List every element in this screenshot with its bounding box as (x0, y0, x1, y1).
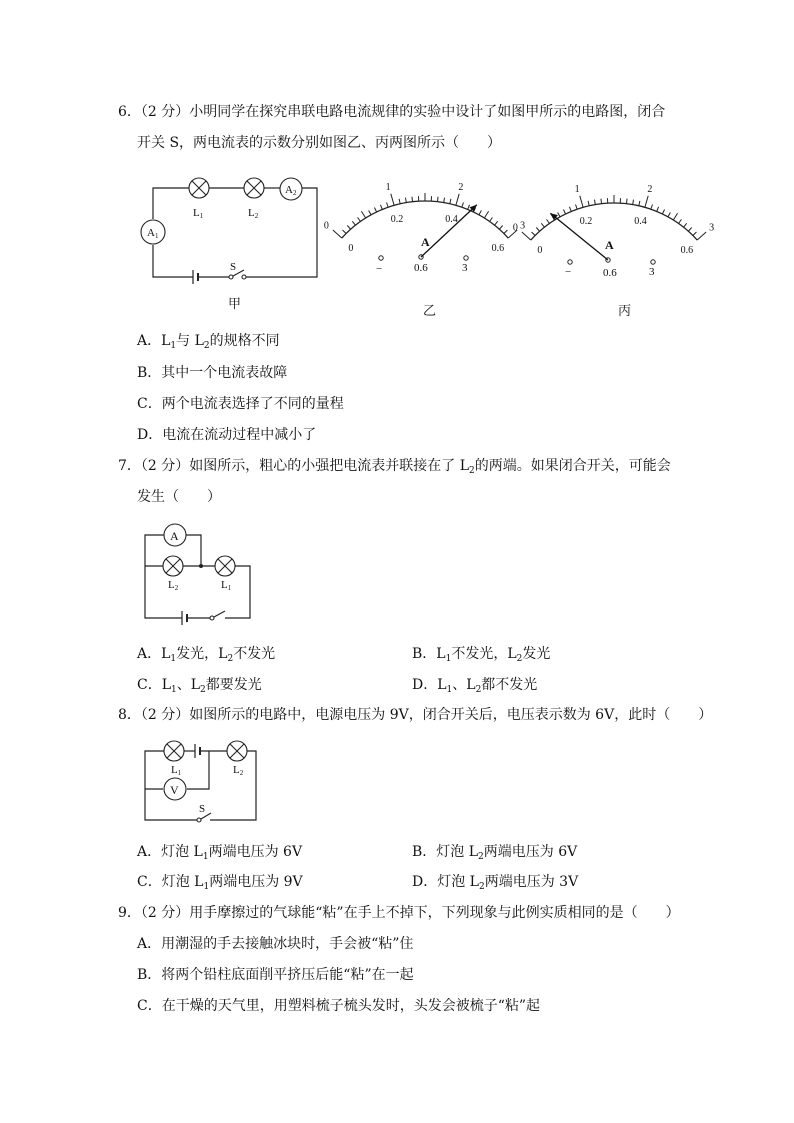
lamp-l1-icon (189, 178, 209, 198)
dial-yi-terminals (376, 255, 468, 275)
a1-label: A (147, 227, 155, 239)
caption-yi: 乙 (423, 303, 437, 318)
dial-inner-label: 0 (348, 242, 354, 254)
junction-dot (199, 564, 203, 568)
q7-option-d[interactable]: D．$L_1$、$L_2$都不发光 (412, 677, 538, 695)
terminal-minus: − (565, 266, 572, 278)
l1-label: L1 (171, 764, 182, 777)
voltmeter-icon (164, 778, 186, 800)
dial-outer-label: 2 (647, 184, 653, 196)
dial-tick (468, 205, 470, 210)
dial-tick (668, 212, 670, 216)
q8-stem: 8．（2 分）如图所示的电路中，电源电压为 9V，闭合开关后，电压表示数为 6V，此时（ ） (118, 707, 713, 723)
q8-option-a[interactable]: A．灯泡 $L_1$两端电压为 6V (137, 844, 303, 862)
dial-outer-label: 1 (385, 182, 391, 194)
caption-bing: 丙 (618, 303, 632, 318)
lamp-l2-icon (163, 556, 183, 576)
q7-stem-line2: 发生（ ） (137, 489, 221, 505)
dial-arc (342, 201, 508, 238)
dial-tick (645, 196, 648, 208)
q7-option-c[interactable]: C．$L_1$、$L_2$都要发光 (137, 677, 262, 695)
dial-tick (576, 205, 578, 210)
q8-option-b[interactable]: B．灯泡 $L_2$两端电压为 6V (412, 844, 578, 862)
q8-option-d[interactable]: D．灯泡 $L_2$两端电压为 3V (412, 874, 579, 892)
battery-icon (195, 744, 200, 758)
dial-inner-label: 0.6 (680, 244, 694, 256)
dial-yi (323, 165, 526, 325)
dial-tick (651, 205, 653, 210)
ammeter-a1-icon (141, 220, 165, 244)
q6-option-a[interactable]: A．$L_1$与 $L_2$的规格不同 (137, 333, 280, 351)
lamp-l2-icon (227, 741, 247, 761)
dial-tick (412, 197, 413, 202)
q6-stem-line1: 6．（2 分）小明同学在探究串联电路电流规律的实验中设计了如图甲所示的电路图，闭合 (118, 104, 666, 120)
dial-outer-label: 0 (323, 220, 329, 232)
l2-label: L2 (233, 764, 244, 777)
lamp-l1-icon (164, 741, 184, 761)
dial-inner-label: 0 (537, 244, 543, 256)
q7-option-b[interactable]: B．$L_1$不发光，$L_2$发光 (412, 646, 551, 664)
dial-tick (380, 205, 382, 210)
a2-label: A (285, 184, 293, 196)
dial-outer-label: 0 (512, 222, 518, 234)
a2-label-sub: 2 (292, 189, 297, 197)
dial-arc (531, 203, 697, 240)
lamp-l1-icon (215, 556, 235, 576)
dial-tick (437, 197, 438, 202)
q6-figure-jia (130, 175, 330, 315)
dial-tick (657, 207, 659, 212)
q9-option-b[interactable]: B．将两个铅柱底面削平挤压后能“粘”在一起 (137, 967, 414, 983)
dial-tick (444, 198, 445, 203)
dial-tick (391, 194, 394, 206)
dial-needle (421, 205, 477, 257)
q6-stem-line2: 开关 S，两电流表的示数分别如图乙、丙两图所示（ ） (137, 135, 502, 151)
dial-outer-label: 1 (574, 184, 580, 196)
terminal-06: 0.6 (414, 262, 428, 274)
dial-bing (512, 165, 715, 325)
dial-tick (626, 199, 627, 204)
dial-inner-label: 0.2 (390, 213, 404, 225)
caption-jia: 甲 (228, 296, 242, 311)
dial-tick (541, 223, 544, 227)
dial-yi-unit: A (421, 235, 430, 249)
ammeter-a2-icon (280, 178, 302, 200)
dial-tick (343, 230, 347, 234)
q6-option-b[interactable]: B．其中一个电流表故障 (137, 365, 288, 381)
dial-tick (495, 221, 498, 225)
a1-label-sub: 1 (154, 232, 159, 240)
dial-tick (532, 232, 536, 236)
dial-tick (399, 199, 400, 204)
dial-tick (456, 194, 459, 206)
terminal-3: 3 (462, 262, 468, 274)
dial-tick (352, 221, 355, 225)
dial-tick (693, 232, 697, 236)
dial-tick (479, 210, 481, 214)
terminal-3: 3 (649, 266, 655, 278)
dial-tick (569, 207, 571, 212)
dial-tick (499, 226, 502, 230)
battery-icon (193, 270, 198, 284)
dial-outer-label: 2 (458, 182, 464, 194)
q8-option-c[interactable]: C．灯泡 $L_1$两端电压为 9V (137, 874, 303, 892)
l1-label: L1 (221, 579, 232, 592)
terminal-minus: − (376, 263, 383, 275)
dial-tick (450, 199, 451, 204)
q6-option-d[interactable]: D．电流在流动过程中减小了 (137, 427, 317, 443)
dial-tick (688, 228, 691, 232)
dial-tick (387, 203, 389, 208)
dial-tick (347, 226, 350, 230)
dial-inner-label: 0.2 (579, 215, 593, 227)
battery-icon (182, 611, 187, 625)
svg-text:V: V (170, 783, 179, 797)
q6-option-c[interactable]: C．两个电流表选择了不同的量程 (137, 396, 344, 412)
dial-tick (580, 196, 583, 208)
q7-figure (135, 520, 265, 625)
dial-tick (633, 200, 634, 205)
switch-icon (210, 611, 225, 620)
dial-tick (361, 211, 365, 218)
q9-option-a[interactable]: A．用潮湿的手去接触冰块时，手会被“粘”住 (137, 936, 414, 952)
q9-option-c[interactable]: C．在干燥的天气里，用塑料梳子梳头发时，头发会被梳子“粘”起 (137, 998, 541, 1014)
dial-tick (662, 209, 664, 214)
dial-tick (490, 217, 493, 221)
dial-bing-unit: A (605, 238, 614, 252)
dial-tick (333, 230, 342, 238)
dial-tick (504, 230, 508, 234)
q7-stem-line1: 7．（2 分）如图所示，粗心的小强把电流表并联接在了 $L_2$的两端。如果闭合开关，可能会 (118, 458, 671, 476)
switch-label: S (230, 261, 237, 273)
q8-figure (135, 735, 265, 825)
dial-tick (369, 210, 371, 214)
switch-label: S (199, 803, 206, 815)
dial-tick (639, 201, 640, 206)
svg-text:A: A (170, 529, 179, 543)
dial-tick (405, 198, 406, 203)
dial-outer-label: 3 (520, 220, 526, 232)
dial-inner-label: 0.6 (491, 242, 505, 254)
circuit-wires (145, 535, 250, 618)
q6-figure-yi (323, 165, 526, 325)
dial-tick (673, 213, 677, 220)
dial-tick (536, 228, 539, 232)
dial-tick (601, 199, 602, 204)
lamp-l2-icon (244, 178, 264, 198)
dial-tick (679, 219, 682, 223)
dial-tick (547, 219, 550, 223)
dial-inner-label: 0.4 (634, 215, 647, 227)
dial-bing-terminals (565, 258, 655, 279)
q7-option-a[interactable]: A．$L_1$发光，$L_2$不发光 (137, 646, 276, 664)
dial-tick (594, 200, 595, 205)
dial-tick (697, 232, 706, 240)
l2-label: L2 (168, 579, 179, 592)
dial-tick (563, 209, 565, 214)
l1-label: L1 (193, 207, 204, 220)
dial-tick (588, 201, 589, 206)
dial-outer-label: 3 (709, 222, 715, 234)
dial-tick (558, 212, 560, 216)
l2-label: L2 (248, 207, 259, 220)
dial-tick (462, 203, 464, 208)
dial-inner-label: 0.4 (445, 213, 458, 225)
dial-tick (484, 211, 488, 218)
dial-tick (358, 217, 361, 221)
ammeter-icon (164, 524, 186, 546)
q6-figure-bing (512, 165, 715, 325)
dial-tick (684, 223, 687, 227)
q9-stem: 9．（2 分）用手摩擦过的气球能“粘”在手上不掉下，下列现象与此例实质相同的是（ ） (118, 905, 680, 921)
dial-tick (374, 207, 376, 212)
terminal-06: 0.6 (603, 267, 617, 279)
